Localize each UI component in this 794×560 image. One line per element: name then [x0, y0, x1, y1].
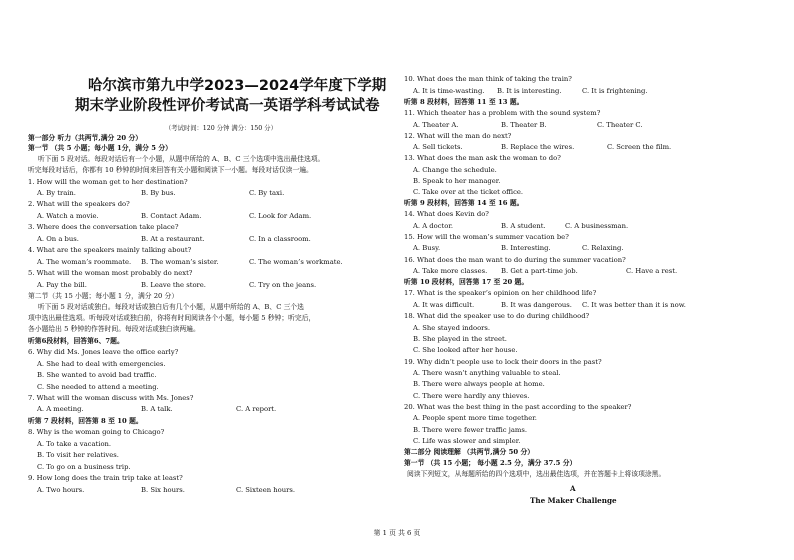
- right-text-line: A. People spent more time together.: [413, 414, 537, 422]
- right-text-line: A. Take more classes.: [413, 267, 488, 275]
- left-text-line: B. Leave the store.: [141, 281, 206, 289]
- right-text-line: 第二部分 阅读理解 （共两节,满分 50 分）: [404, 448, 535, 456]
- left-text-line: B. The woman’s sister.: [141, 258, 219, 266]
- left-text-line: C. Sixteen hours.: [236, 486, 296, 494]
- right-text-line: B. Replace the wires.: [501, 143, 575, 151]
- right-text-line: A. There wasn’t anything valuable to steal.: [413, 369, 561, 377]
- right-text-line: C. A businessman.: [565, 222, 629, 230]
- right-text-line: 17. What is the speaker’s opinion on her childhood life?: [404, 289, 597, 297]
- left-text-line: 第一部分 听力（共两节,满分 20 分）: [28, 134, 143, 142]
- right-text-line: A. Busy.: [413, 244, 441, 252]
- left-text-line: 各小题给出 5 秒钟的作答时间。每段对话或独白读两遍。: [28, 325, 200, 333]
- right-text-line: 20. What was the best thing in the past according to the speaker?: [404, 403, 632, 411]
- right-text-line: B. Get a part-time job.: [501, 267, 578, 275]
- left-text-line: 听下面 5 段对话。每段对话后有一个小题，从题中所给的 A、B、C 三个选项中选出最佳选项。: [38, 155, 325, 163]
- left-text-line: C. Look for Adam.: [249, 212, 312, 220]
- right-text-line: 12. What will the man do next?: [404, 132, 512, 140]
- left-text-line: 4. What are the speakers mainly talking about?: [28, 246, 192, 254]
- left-text-line: A. The woman’s roommate.: [37, 258, 132, 266]
- left-text-line: C. By taxi.: [249, 189, 285, 197]
- left-text-line: 听完每段对话后，你都有 10 秒钟的时间来回答有关小题和阅读下一小题。每段对话仅读一遍。: [28, 166, 313, 174]
- right-text-line: B. A student.: [501, 222, 546, 230]
- right-text-line: 15. How will the woman’s summer vacation be?: [404, 233, 569, 241]
- right-text-line: A. She stayed indoors.: [413, 324, 491, 332]
- right-text-line: C. Take over at the ticket office.: [413, 188, 524, 196]
- left-text-line: 8. Why is the woman going to Chicago?: [28, 428, 165, 436]
- right-text-line: 11. Which theater has a problem with the sound system?: [404, 109, 601, 117]
- left-text-line: C. The woman’s workmate.: [249, 258, 343, 266]
- left-text-line: 听下面 5 段对话或独白。每段对话或独白后有几个小题，从题中所给的 A、B、C 三个选: [38, 303, 304, 311]
- left-text-line: A. By train.: [37, 189, 76, 197]
- left-text-line: 第二节（共 15 小题；每小题 1 分，满分 20 分）: [28, 292, 179, 300]
- left-text-line: A. She had to deal with emergencies.: [37, 360, 166, 368]
- left-text-line: 5. What will the woman most probably do next?: [28, 269, 193, 277]
- right-text-line: A. A doctor.: [413, 222, 454, 230]
- left-text-line: B. Contact Adam.: [141, 212, 202, 220]
- left-text-line: B. At a restaurant.: [141, 235, 205, 243]
- left-text-line: 1. How will the woman get to her destination?: [28, 178, 188, 186]
- left-text-line: B. A talk.: [141, 405, 173, 413]
- right-text-line: C. Theater C.: [597, 121, 643, 129]
- right-text-line: C. Life was slower and simpler.: [413, 437, 521, 445]
- right-text-line: C. She looked after her house.: [413, 346, 518, 354]
- left-text-line: （考试时间：120 分钟 满分：150 分）: [165, 125, 277, 132]
- left-text-line: 6. Why did Ms. Jones leave the office early?: [28, 348, 179, 356]
- left-text-line: 7. What will the woman discuss with Ms. Jones?: [28, 394, 194, 402]
- left-text-line: 项中选出最佳选项。听每段对话或独白前，你将有时间阅读各个小题，每小题 5 秒钟；听完后，: [28, 314, 316, 322]
- left-text-line: C. To go on a business trip.: [37, 463, 131, 471]
- left-text-line: C. Try on the jeans.: [249, 281, 317, 289]
- right-text-line: C. It is frightening.: [582, 87, 648, 95]
- right-text-line: C. It was better than it is now.: [582, 301, 686, 309]
- right-text-line: 18. What did the speaker use to do during childhood?: [404, 312, 590, 320]
- right-text-line: 第一节 （共 15 小题； 每小题 2.5 分，满分 37.5 分）: [404, 459, 577, 467]
- left-text-line: A. To take a vacation.: [37, 440, 112, 448]
- left-text-line: 期末学业阶段性评价考试高一英语学科考试试卷: [75, 98, 380, 114]
- right-text-line: 10. What does the man think of taking the train?: [404, 75, 572, 83]
- left-text-line: C. She needed to attend a meeting.: [37, 383, 159, 391]
- right-text-line: A. Theater A.: [413, 121, 459, 129]
- left-text-line: A. Watch a movie.: [37, 212, 99, 220]
- right-text-line: 听第 9 段材料，回答第 14 至 16 题。: [404, 199, 524, 207]
- passage-title: The Maker Challenge: [530, 496, 617, 505]
- right-text-line: C. Relaxing.: [582, 244, 624, 252]
- right-text-line: 听第 10 段材料，回答第 17 至 20 题。: [404, 278, 529, 286]
- left-text-line: 9. How long does the train trip take at least?: [28, 474, 183, 482]
- passage-label: A: [570, 484, 576, 493]
- left-text-line: B. She wanted to avoid bad traffic.: [37, 371, 157, 379]
- right-text-line: B. Theater B.: [501, 121, 547, 129]
- page-footer: 第 1 页 共 6 页: [373, 529, 421, 537]
- right-text-line: B. Interesting.: [501, 244, 551, 252]
- right-text-line: B. She played in the street.: [413, 335, 507, 343]
- right-text-line: A. Change the schedule.: [413, 166, 497, 174]
- left-text-line: C. A report.: [236, 405, 277, 413]
- right-text-line: B. It is interesting.: [497, 87, 562, 95]
- right-text-line: C. Have a rest.: [626, 267, 678, 275]
- right-text-line: 阅读下列短文，从每题所给的四个选项中，选出最佳选项，并在答题卡上将该项涂黑。: [407, 470, 666, 478]
- left-text-line: A. A meeting.: [37, 405, 84, 413]
- left-text-line: B. To visit her relatives.: [37, 451, 119, 459]
- left-text-line: B. By bus.: [141, 189, 176, 197]
- right-text-line: 19. Why didn’t people use to lock their doors in the past?: [404, 358, 602, 366]
- left-text-line: 第一节 （共 5 小题；每小题 1分，满分 5 分）: [28, 144, 172, 152]
- right-text-line: 13. What does the man ask the woman to do?: [404, 154, 561, 162]
- right-text-line: B. There were fewer traffic jams.: [413, 426, 527, 434]
- left-text-line: B. Six hours.: [141, 486, 185, 494]
- right-text-line: B. It was dangerous.: [501, 301, 572, 309]
- right-text-line: A. It was difficult.: [413, 301, 475, 309]
- left-text-line: 哈尔滨市第九中学2023—2024学年度下学期: [88, 78, 387, 94]
- right-text-line: A. It is time-wasting.: [413, 87, 485, 95]
- right-text-line: C. Screen the film.: [607, 143, 672, 151]
- right-text-line: B. Speak to her manager.: [413, 177, 501, 185]
- left-text-line: C. In a classroom.: [249, 235, 311, 243]
- left-text-line: 听第 7 段材料，回答第 8 至 10 题。: [28, 417, 143, 425]
- left-text-line: A. On a bus.: [37, 235, 79, 243]
- right-text-line: 听第 8 段材料，回答第 11 至 13 题。: [404, 98, 524, 106]
- left-text-line: 2. What will the speakers do?: [28, 200, 130, 208]
- left-text-line: A. Pay the bill.: [37, 281, 87, 289]
- left-text-line: 听第6段材料，回答第6、7题。: [28, 337, 124, 345]
- right-text-line: 14. What does Kevin do?: [404, 210, 489, 218]
- left-text-line: 3. Where does the conversation take place?: [28, 223, 179, 231]
- right-text-line: 16. What does the man want to do during the summer vacation?: [404, 256, 626, 264]
- left-text-line: A. Two hours.: [37, 486, 85, 494]
- right-text-line: A. Sell tickets.: [413, 143, 463, 151]
- right-text-line: C. There were hardly any thieves.: [413, 392, 530, 400]
- right-text-line: B. There were always people at home.: [413, 380, 545, 388]
